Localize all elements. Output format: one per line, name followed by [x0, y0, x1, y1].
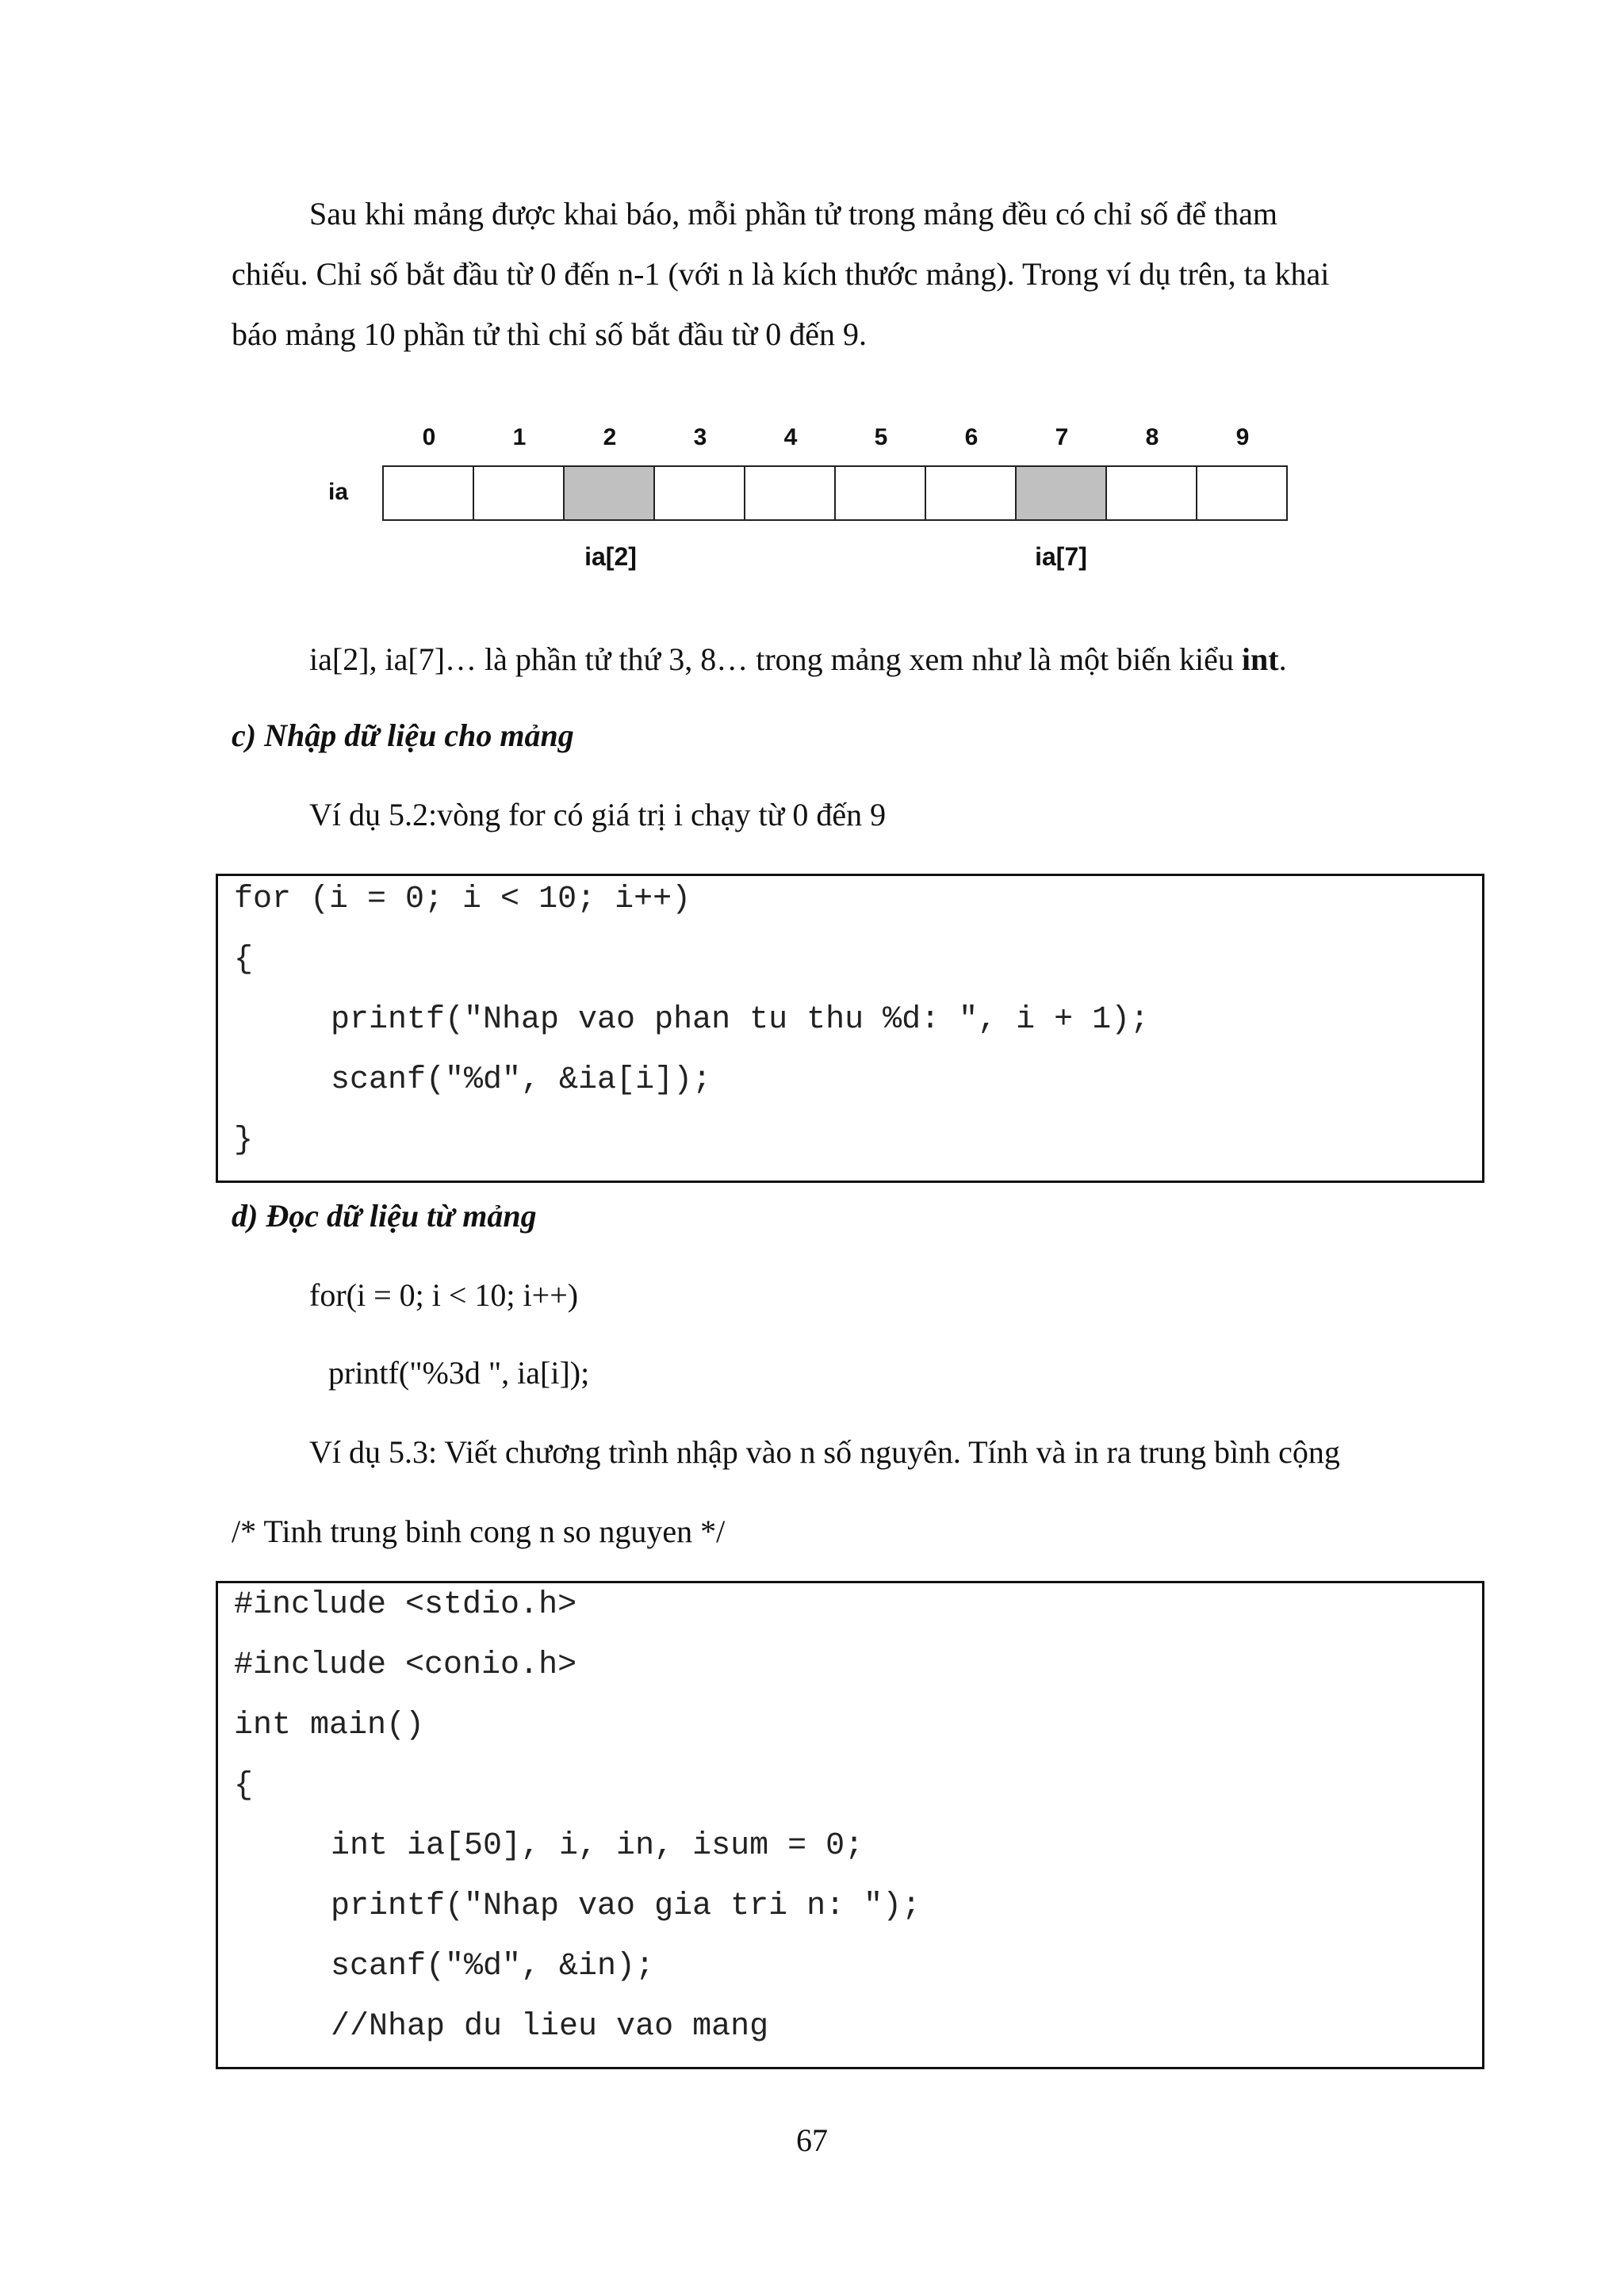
code-line: printf("Nhap vao gia tri n: ");	[331, 1888, 921, 1924]
code-line: scanf("%d", &ia[i]);	[331, 1062, 712, 1098]
elements-end: .	[1278, 641, 1287, 677]
index-label: 5	[874, 424, 888, 450]
index-label: 1	[512, 424, 527, 450]
array-cell	[474, 467, 565, 519]
elements-bold-type: int	[1241, 641, 1279, 677]
array-cell	[1017, 467, 1107, 519]
array-cell	[1107, 467, 1197, 519]
section-c-example: Ví dụ 5.2:vòng for có giá trị i chạy từ 0 đến 9	[309, 797, 887, 832]
element-label-ia2: ia[2]	[584, 542, 637, 571]
code-line: #include <stdio.h>	[234, 1587, 577, 1623]
elements-text: ia[2], ia[7]… là phần tử thứ 3, 8… trong mảng xem như là một biến kiểu	[309, 641, 1242, 677]
program-comment: /* Tinh trung binh cong n so nguyen */	[232, 1513, 726, 1549]
code-line: {	[234, 1768, 254, 1804]
array-cell	[384, 467, 474, 519]
index-label: 0	[422, 424, 436, 450]
code-line: }	[234, 1123, 254, 1158]
array-diagram	[0, 0, 1624, 603]
intro-line-1: Sau khi mảng được khai báo, mỗi phần tử trong mảng đều có chỉ số để tham	[309, 196, 1277, 232]
index-label: 4	[783, 424, 798, 450]
index-label: 6	[964, 424, 979, 450]
array-cells	[382, 465, 1288, 521]
code-block-average	[216, 1581, 1484, 2069]
array-cell	[926, 467, 1017, 519]
array-name-label: ia	[328, 479, 349, 505]
code-line: #include <conio.h>	[234, 1647, 577, 1683]
code-line: printf("Nhap vao phan tu thu %d: ", i + 1);	[331, 1002, 1150, 1038]
index-label: 8	[1145, 424, 1159, 450]
code-block-input	[216, 874, 1484, 1183]
read-printf-line: printf("%3d ", ia[i]);	[328, 1355, 590, 1391]
elements-paragraph	[309, 641, 1287, 679]
code-line: //Nhap du lieu vao mang	[331, 2009, 769, 2045]
section-c-heading: c) Nhập dữ liệu cho mảng	[232, 718, 574, 753]
index-label: 9	[1235, 424, 1250, 450]
code-line: scanf("%d", &in);	[331, 1949, 655, 1984]
page-number: 67	[796, 2122, 828, 2158]
index-label: 3	[693, 424, 707, 450]
array-cell	[1197, 467, 1286, 519]
index-label: 2	[603, 424, 617, 450]
element-label-ia7: ia[7]	[1035, 542, 1087, 571]
intro-line-3: báo mảng 10 phần tử thì chỉ số bắt đầu từ 0 đến 9.	[232, 316, 867, 352]
code-line: int main()	[234, 1708, 425, 1743]
array-cell	[565, 467, 655, 519]
read-loop-line: for(i = 0; i < 10; i++)	[309, 1277, 579, 1313]
code-line: {	[234, 942, 254, 978]
index-label: 7	[1055, 424, 1069, 450]
section-d-example: Ví dụ 5.3: Viết chương trình nhập vào n số nguyên. Tính và in ra trung bình cộng	[309, 1434, 1340, 1470]
intro-line-2: chiếu. Chỉ số bắt đầu từ 0 đến n-1 (với n là kích thước mảng). Trong ví dụ trên, ta khai	[232, 256, 1330, 292]
array-cell	[745, 467, 836, 519]
code-line: int ia[50], i, in, isum = 0;	[331, 1828, 864, 1864]
array-cell	[655, 467, 745, 519]
code-line: for (i = 0; i < 10; i++)	[234, 882, 691, 917]
section-d-heading: d) Đọc dữ liệu từ mảng	[232, 1198, 537, 1234]
array-cell	[836, 467, 926, 519]
